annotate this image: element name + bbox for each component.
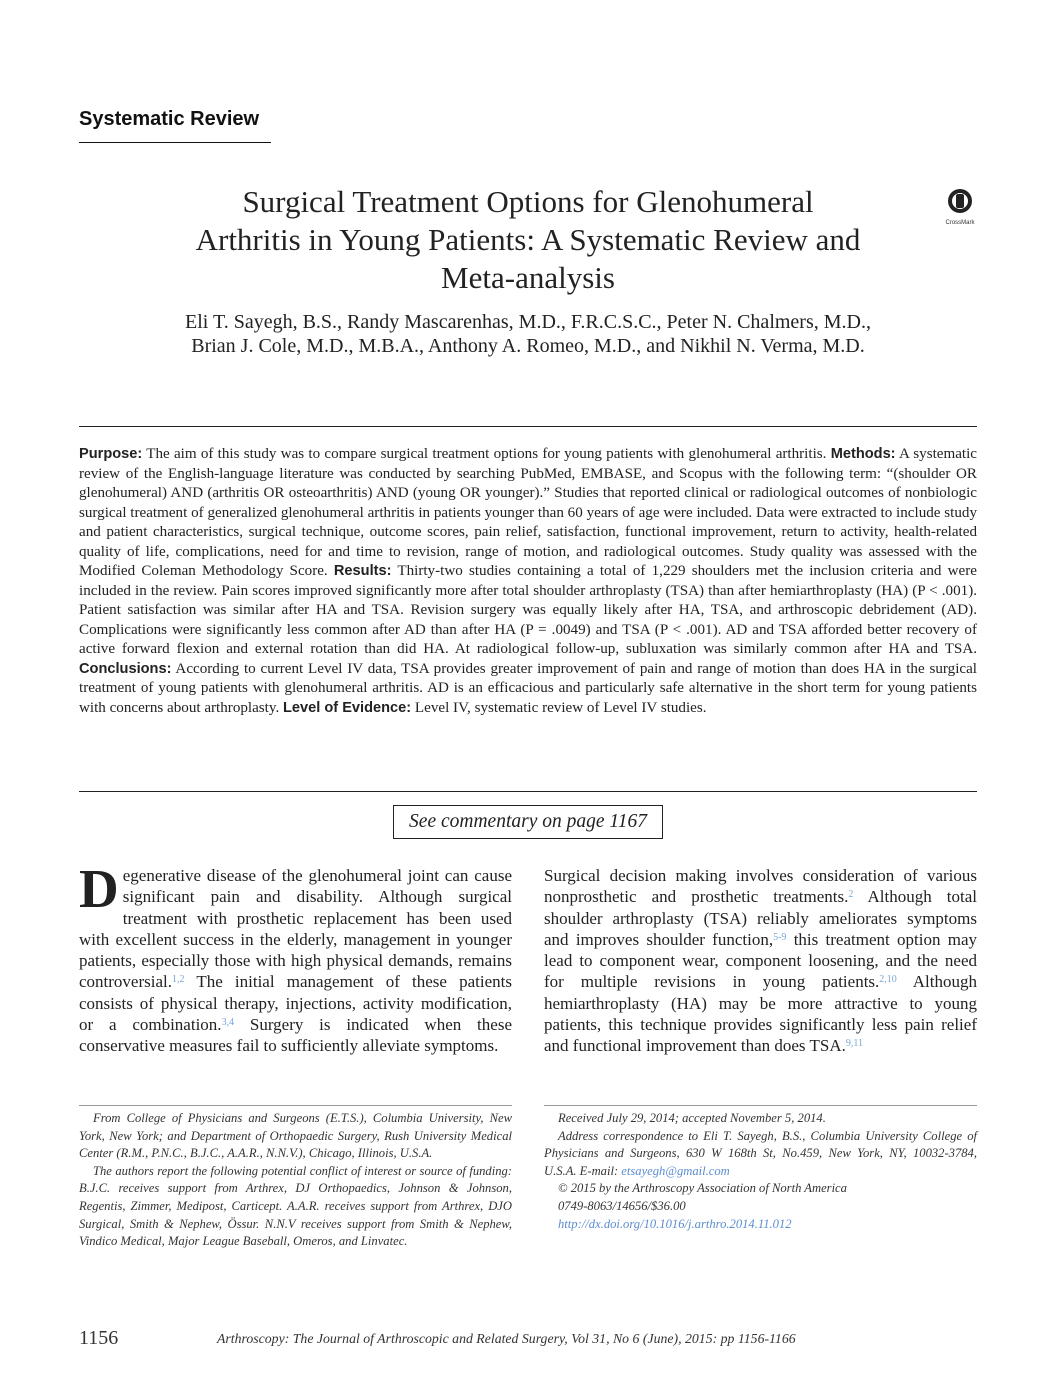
page-number: 1156 bbox=[79, 1327, 119, 1349]
body-text: Although hemiarthroplasty (HA) may be more attractive to young patients, this technique provides significantly less pain relief and functional improvement than does TSA. bbox=[544, 972, 977, 1056]
methods-text: A systematic review of the English-language literature was conducted by searching PubMed, EMBASE, and Scopus with the following term: “(shoulder OR glenohumeral) AND (arthritis OR osteoarthritis) AND (young OR younger).” Studies that reported clinical or radiological outcomes of nonbiologic surgical treatment of generalized glenohumeral arthritis in patients younger than 60 years of age were included. Data were extracted to include study and patient characteristics, surgical technique, outcome scores, pain relief, satisfaction, functional improvement, return to activity, health-related quality of life, complications, need for and time to revision, range of motion, and radiological outcomes. Study quality was assessed with the Modified Coleman Methodology Score. bbox=[79, 446, 978, 579]
conflict-footnote: The authors report the following potential conflict of interest or source of funding: B.J.C. receives support from Arthrex, DJ Orthopaedics, Johnson & Johnson, Regentis, Zimmer, Medipost, Carticept. A.A.R. receives support from Arthrex, DJO Surgical, Smith & Nephew, Össur. N.N.V receives support from Smith & Nephew, Vindico Medical, Major League Baseball, Omeros, and Linvatec. bbox=[79, 1163, 512, 1249]
citation-link[interactable]: 3,4 bbox=[221, 1017, 235, 1029]
author-list bbox=[100, 310, 956, 358]
body-text: The initial management of these patients consists of physical therapy, injections, activity modification, or a combination. bbox=[79, 972, 512, 1035]
citation-link[interactable]: 1,2 bbox=[172, 974, 185, 986]
citation-link[interactable]: 2 bbox=[848, 889, 854, 901]
citation-link[interactable]: 9,11 bbox=[845, 1038, 863, 1050]
article-title bbox=[100, 183, 956, 297]
body-text: this treatment option may lead to component wear, component loosening, and the need for multiple revisions in young patients. bbox=[544, 929, 978, 992]
results-label: Results: bbox=[333, 563, 392, 579]
received-date: Received July 29, 2014; accepted November 5, 2014. bbox=[558, 1111, 826, 1125]
footnote-divider-right bbox=[544, 1105, 977, 1106]
correspondence-address bbox=[544, 1128, 977, 1181]
body-text: Although total shoulder arthroplasty (TSA) reliably ameliorates symptoms and improves shoulder function, bbox=[544, 887, 977, 949]
citation-link[interactable]: 5-9 bbox=[773, 931, 787, 943]
section-divider bbox=[79, 142, 271, 143]
footnote-divider-left bbox=[79, 1105, 512, 1106]
crossmark-icon bbox=[947, 188, 973, 214]
body-text: Surgery is indicated when these conservative measures fail to sufficiently alleviate symptoms. bbox=[79, 1015, 512, 1056]
journal-citation: Arthroscopy: The Journal of Arthroscopic and Related Surgery, Vol 31, No 6 (June), 2015: pp 1156-1166 bbox=[217, 1331, 796, 1346]
abstract bbox=[79, 445, 977, 718]
authors-line: Brian J. Cole, M.D., M.B.A., Anthony A. Romeo, M.D., and Nikhil N. Verma, M.D. bbox=[191, 335, 865, 357]
title-line: Meta-analysis bbox=[441, 260, 615, 295]
level-of-evidence-text: Level IV, systematic review of Level IV studies. bbox=[411, 699, 707, 716]
body-text: Surgical decision making involves consideration of various nonprosthetic and prosthetic treatments. bbox=[544, 866, 977, 907]
footnotes-right bbox=[544, 1110, 977, 1233]
body-text: egenerative disease of the glenohumeral joint can cause significant pain and disability. Although surgical treatment with prosthetic replacement has been used with excellent success in the elderly, management in younger patients, especially those with high physical demands, remains controversial. bbox=[79, 866, 512, 992]
title-line: Surgical Treatment Options for Glenohumeral bbox=[242, 184, 814, 219]
issn-line: 0749-8063/14656/$36.00 bbox=[558, 1198, 686, 1213]
crossmark-label: CrossMark bbox=[945, 220, 975, 226]
abstract-top-rule bbox=[79, 426, 977, 427]
commentary-box[interactable]: See commentary on page 1167 bbox=[393, 805, 663, 839]
body-column-right bbox=[544, 865, 977, 1057]
level-of-evidence-label: Level of Evidence: bbox=[283, 699, 412, 716]
body-column-left bbox=[79, 858, 512, 1057]
email-link[interactable]: etsayegh@gmail.com bbox=[621, 1163, 730, 1178]
conclusions-text: According to current Level IV data, TSA provides greater improvement of pain and range of motion than does HA in the surgical treatment of young patients with glenohumeral arthritis. AD is an efficacious and particularly safe alternative in the short term for young patients with concerns about arthroplasty. bbox=[79, 660, 977, 716]
address-text: Address correspondence to Eli T. Sayegh, B.S., Columbia University College of Physicians and Surgeons, 630 W 168th St, No.459, New York, NY, 10032-3784, U.S.A. E-mail: bbox=[544, 1128, 977, 1178]
conclusions-label: Conclusions: bbox=[79, 660, 172, 677]
citation-link[interactable]: 2,10 bbox=[879, 974, 897, 986]
abstract-bottom-rule bbox=[79, 791, 977, 792]
methods-label: Methods: bbox=[830, 446, 896, 462]
crossmark-badge[interactable] bbox=[940, 188, 980, 226]
drop-cap: D bbox=[79, 858, 119, 919]
title-line: Arthritis in Young Patients: A Systematic Review and bbox=[195, 222, 861, 257]
authors-line: Eli T. Sayegh, B.S., Randy Mascarenhas, M.D., F.R.C.S.C., Peter N. Chalmers, M.D., bbox=[185, 311, 871, 333]
copyright-line: © 2015 by the Arthroscopy Association of North America bbox=[558, 1181, 847, 1196]
purpose-text: The aim of this study was to compare surgical treatment options for young patients with glenohumeral arthritis. bbox=[142, 446, 827, 462]
footnotes-left bbox=[79, 1110, 512, 1251]
doi-link[interactable]: http://dx.doi.org/10.1016/j.arthro.2014.11.012 bbox=[558, 1216, 792, 1231]
purpose-label: Purpose: bbox=[79, 446, 143, 462]
section-label: Systematic Review bbox=[79, 108, 260, 130]
affiliation-footnote: From College of Physicians and Surgeons (E.T.S.), Columbia University, New York, New York; and Department of Orthopaedic Surgery, Rush University Medical Center (R.M., P.N.C., B.J.C., A.A.R., N.N.V.), Chicago, Illinois, U.S.A. bbox=[79, 1111, 512, 1161]
results-text: Thirty-two studies containing a total of 1,229 shoulders met the inclusion criteria and were included in the review. Pain scores improved significantly more after total shoulder arthroplasty (TSA) than after hemiarthroplasty (HA) (P < .001). Patient satisfaction was similar after HA and TSA. Revision surgery was equally likely after HA, TSA, and arthroscopic debridement (AD). Complications were significantly less common after AD than after HA (P = .0049) and TSA (P < .001). AD and TSA afforded better recovery of active forward flexion and external rotation than did HA. At radiological follow-up, subluxation was similarly common after HA and TSA. bbox=[79, 563, 977, 657]
